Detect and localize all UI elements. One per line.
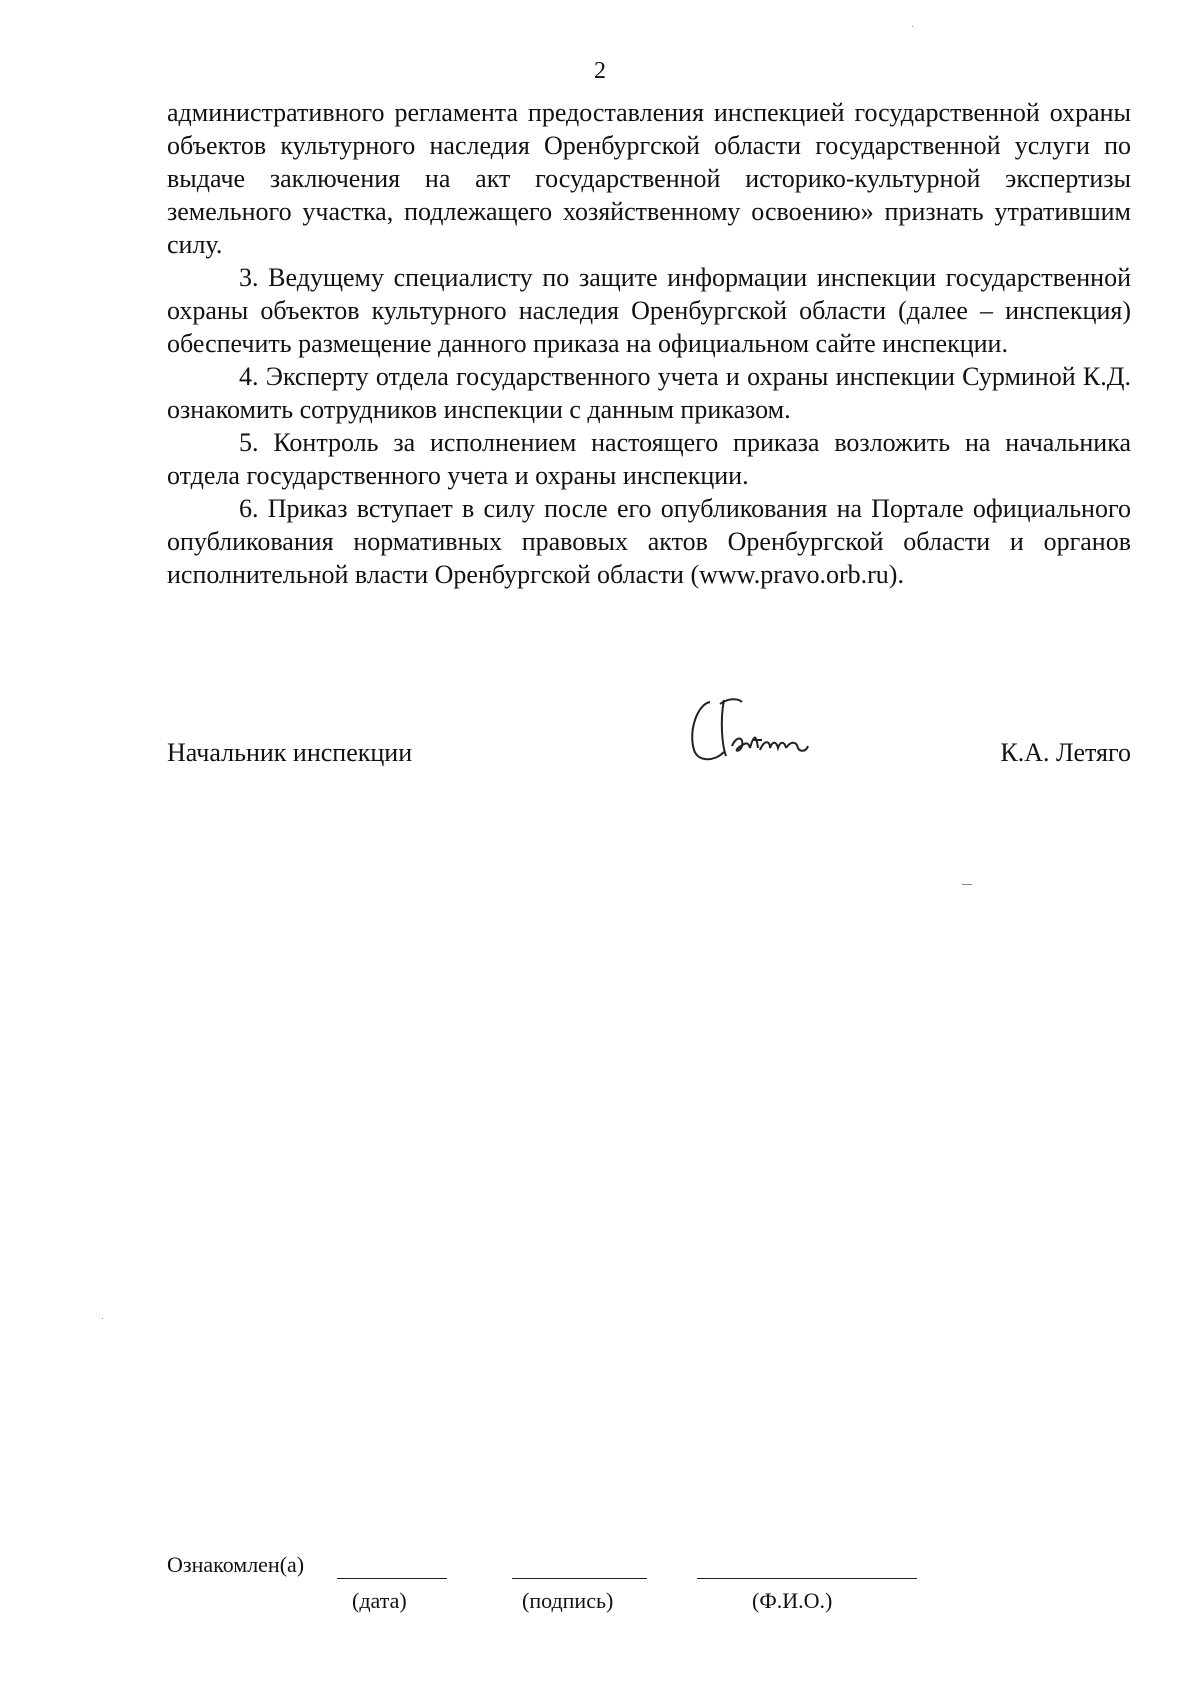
scan-speck	[102, 1318, 103, 1319]
signature-block	[167, 738, 1131, 778]
scan-speck	[912, 26, 913, 27]
page-number: 2	[594, 58, 606, 84]
scan-speck	[962, 884, 972, 885]
paragraph-item-5: 5. Контроль за исполнением настоящего приказа возложить на начальника отдела государственного учета и охраны инспекции.	[167, 428, 1131, 490]
document-body	[167, 96, 1131, 591]
name-line	[697, 1578, 917, 1579]
paragraph-continuation: административного регламента предоставления инспекцией государственной охраны объектов культурного наследия Оренбургской области государственной услуги по выдаче заключения на акт государственной историко-культурной экспертизы земельного участка, подлежащего хозяйственному освоению» признать утратившим силу.	[167, 98, 1131, 259]
signatory-title: Начальник инспекции	[167, 738, 413, 767]
paragraph-item-6: 6. Приказ вступает в силу после его опубликования на Портале официального опубликования нормативных правовых актов Оренбургской области и органов исполнительной власти Оренбургской области (www.pravo.orb.ru).	[167, 494, 1131, 589]
acknowledgment-label: Ознакомлен(а)	[167, 1552, 305, 1577]
acknowledgment-block	[167, 1552, 927, 1622]
name-caption: (Ф.И.О.)	[752, 1588, 833, 1613]
paragraph-item-4: 4. Эксперту отдела государственного учета и охраны инспекции Сурминой К.Д. ознакомить сотрудников инспекции с данным приказом.	[167, 362, 1131, 424]
signature-line	[512, 1578, 647, 1579]
signatory-name: К.А. Летяго	[1000, 738, 1131, 767]
date-line	[337, 1578, 447, 1579]
date-caption: (дата)	[352, 1588, 407, 1613]
signature-caption: (подпись)	[522, 1588, 614, 1613]
paragraph-item-3: 3. Ведущему специалисту по защите информации инспекции государственной охраны объектов культурного наследия Оренбургской области (далее – инспекция) обеспечить размещение данного приказа на официальном сайте инспекции.	[167, 263, 1131, 358]
